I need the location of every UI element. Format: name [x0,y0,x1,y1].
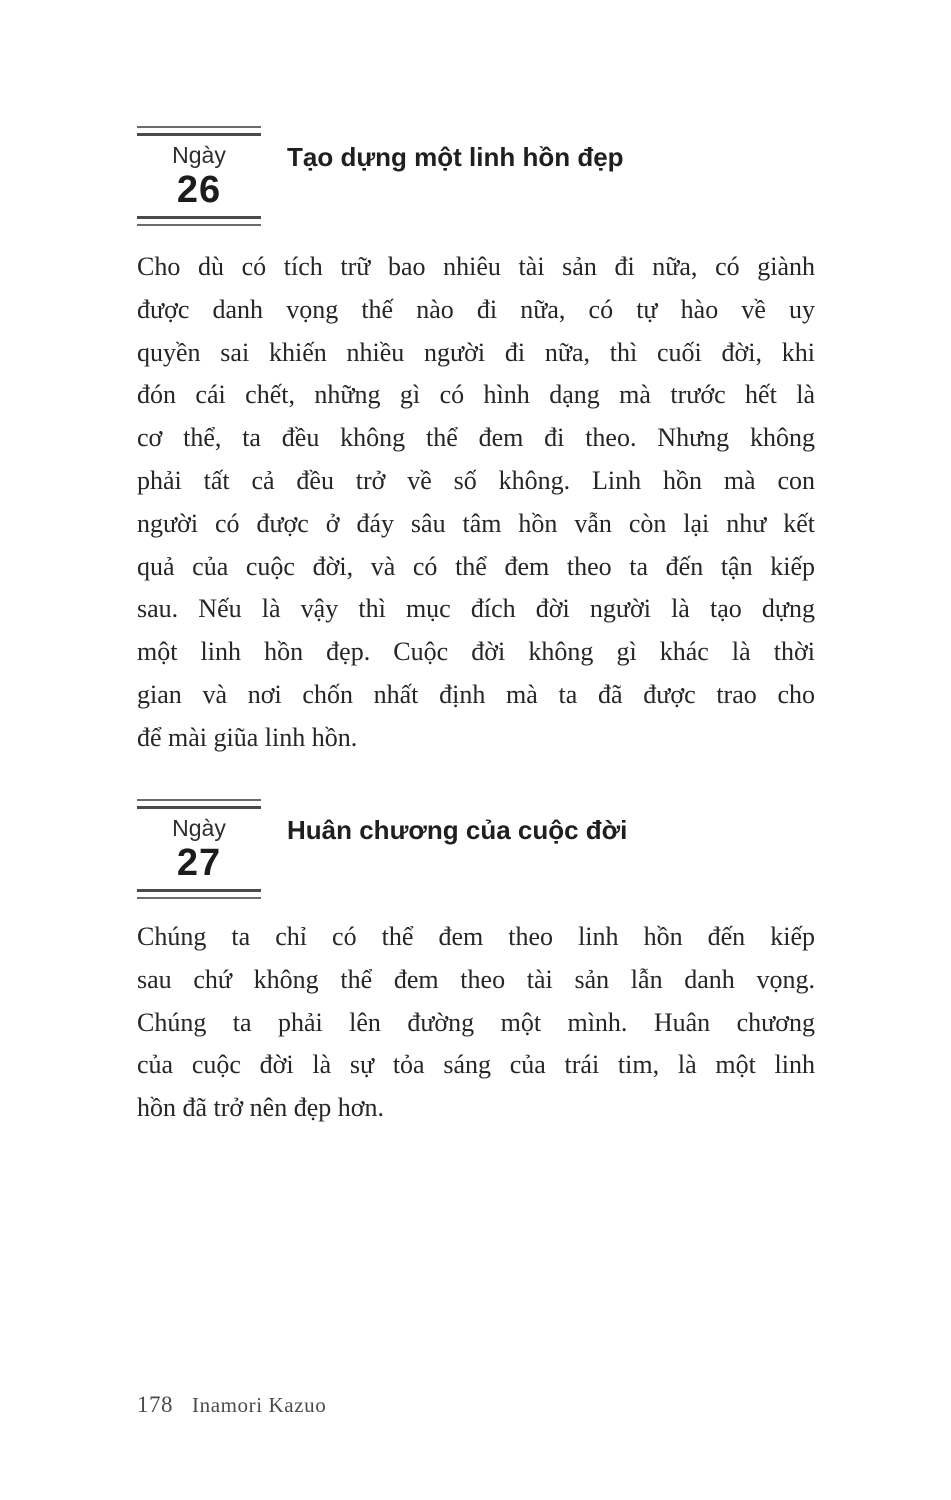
paragraph-line: phải tất cả đều trở về số không. Linh hồn mà con [137,465,815,495]
day-label: Ngày [172,815,226,841]
badge-top-rule [137,126,261,136]
paragraph-line: Chúng ta phải lên đường một mình. Huân chương [137,1007,815,1037]
paragraph-line: hồn đã trở nên đẹp hơn. [137,1093,384,1123]
running-head-author: Inamori Kazuo [192,1393,327,1417]
paragraph-line: Chúng ta chỉ có thể đem theo linh hồn đến kiếp [137,922,815,951]
badge-bottom-rule [137,889,261,899]
day-badge [137,799,261,899]
entry-title: Tạo dựng một linh hồn đẹp [287,142,624,172]
paragraph-line: của cuộc đời là sự tỏa sáng của trái tim, là một linh [137,1050,815,1080]
paragraph-line: sau. Nếu là vậy thì mục đích đời người là tạo dựng [137,594,815,624]
paragraph-line: quả của cuộc đời, và có thể đem theo ta đến tận kiếp [137,551,815,581]
day-badge [137,126,261,226]
paragraph-line: được danh vọng thế nào đi nữa, có tự hào về uy [137,294,815,324]
paragraph-line: quyền sai khiến nhiều người đi nữa, thì cuối đời, khi [137,337,815,367]
badge-bottom-rule [137,216,261,226]
paragraph-line: gian và nơi chốn nhất định mà ta đã được trao cho [137,679,815,709]
page-number: 178 [137,1392,173,1417]
paragraph-line: đón cái chết, những gì có hình dạng mà trước hết là [137,380,815,410]
paragraph-line: Cho dù có tích trữ bao nhiêu tài sản đi nữa, có giành [137,252,815,281]
paragraph-line: sau chứ không thể đem theo tài sản lẫn danh vọng. [137,964,815,994]
entry-paragraph [137,916,815,1130]
entry-title: Huân chương của cuộc đời [287,815,628,845]
day-number: 26 [176,169,222,211]
page-footer [137,1392,326,1418]
paragraph-line: một linh hồn đẹp. Cuộc đời không gì khác là thời [137,637,815,667]
paragraph-line: để mài giũa linh hồn. [137,722,358,752]
entry-paragraph [137,246,815,760]
day-label: Ngày [172,142,226,168]
paragraph-line: cơ thể, ta đều không thể đem đi theo. Nhưng không [137,423,815,453]
day-number: 27 [176,842,222,884]
paragraph-line: người có được ở đáy sâu tâm hồn vẫn còn lại như kết [137,508,815,538]
badge-top-rule [137,799,261,809]
